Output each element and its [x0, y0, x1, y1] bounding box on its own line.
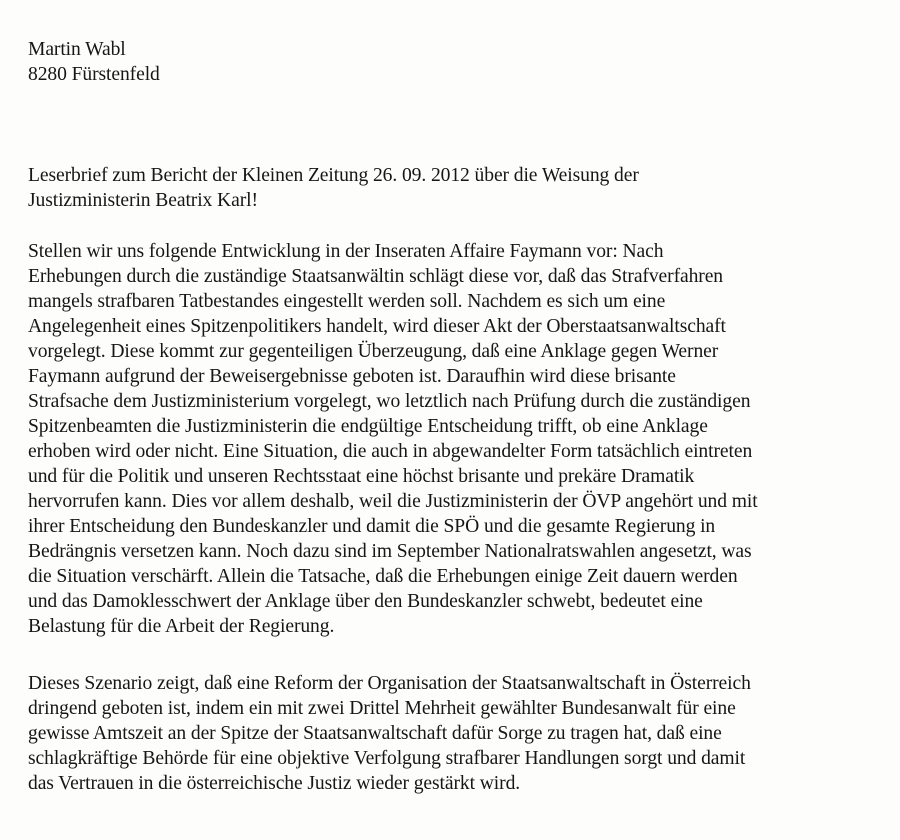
body-line: die Situation verschärft. Allein die Tatsache, daß die Erhebungen einige Zeit dauern werden — [28, 566, 738, 587]
body-line: schlagkräftige Behörde für eine objektive Verfolgung strafbarer Handlungen sorgt und damit — [28, 748, 746, 769]
body-line: Bedrängnis versetzen kann. Noch dazu sind im September Nationalratswahlen angesetzt, was — [28, 541, 752, 562]
body-line: und das Damoklesschwert der Anklage über den Bundeskanzler schwebt, bedeutet eine — [28, 591, 703, 612]
sender-city: 8280 Fürstenfeld — [28, 64, 160, 85]
body-line: hervorrufen kann. Dies vor allem deshalb, weil die Justizministerin der ÖVP angehört und mit — [28, 491, 758, 512]
sender-name: Martin Wabl — [28, 39, 126, 60]
body-line: vorgelegt. Diese kommt zur gegenteiligen Überzeugung, daß eine Anklage gegen Werner — [28, 341, 719, 362]
body-line: dringend geboten ist, indem ein mit zwei Drittel Mehrheit gewählter Bundesanwalt für eine — [28, 698, 736, 719]
body-line: und für die Politik und unseren Rechtsstaat eine höchst brisante und prekäre Dramatik — [28, 466, 695, 487]
body-line: Erhebungen durch die zuständige Staatsanwältin schlägt diese vor, daß das Strafverfahren — [28, 266, 724, 287]
body-line: gewisse Amtszeit an der Spitze der Staatsanwaltschaft dafür Sorge zu tragen hat, daß eine — [28, 723, 722, 744]
body-line: Angelegenheit eines Spitzenpolitikers handelt, wird dieser Akt der Oberstaatsanwaltschaft — [28, 316, 726, 337]
body-line: mangels strafbaren Tatbestandes eingestellt werden soll. Nachdem es sich um eine — [28, 291, 666, 312]
body-line: Dieses Szenario zeigt, daß eine Reform der Organisation der Staatsanwaltschaft in Österreich — [28, 673, 751, 694]
body-line: Faymann aufgrund der Beweisergebnisse geboten ist. Daraufhin wird diese brisante — [28, 366, 676, 387]
subject-line: Leserbrief zum Bericht der Kleinen Zeitung 26. 09. 2012 über die Weisung der — [28, 165, 639, 186]
body-line: ihrer Entscheidung den Bundeskanzler und damit die SPÖ und die gesamte Regierung in — [28, 516, 716, 537]
body-line: erhoben wird oder nicht. Eine Situation, die auch in abgewandelter Form tatsächlich eintreten — [28, 441, 753, 462]
body-line: Spitzenbeamten die Justizministerin die endgültige Entscheidung trifft, ob eine Anklage — [28, 416, 708, 437]
body-line: Strafsache dem Justizministerium vorgelegt, wo letztlich nach Prüfung durch die zuständigen — [28, 391, 751, 412]
body-line: Stellen wir uns folgende Entwicklung in der Inseraten Affaire Faymann vor: Nach — [28, 241, 664, 262]
body-line: Belastung für die Arbeit der Regierung. — [28, 616, 335, 637]
body-line: das Vertrauen in die österreichische Justiz wieder gestärkt wird. — [28, 773, 521, 794]
subject-line: Justizministerin Beatrix Karl! — [28, 190, 258, 211]
